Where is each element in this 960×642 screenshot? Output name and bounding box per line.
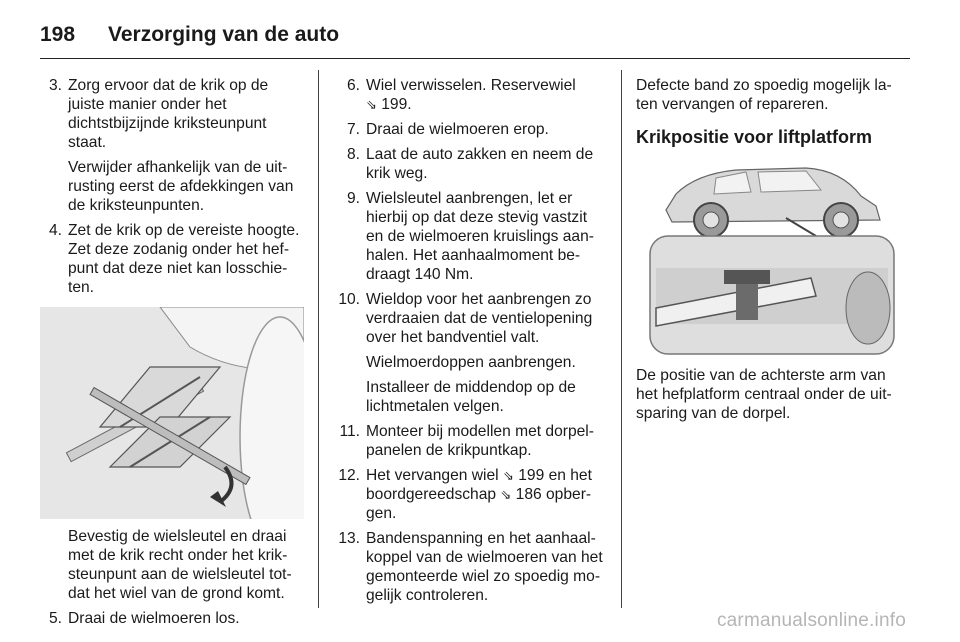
step-text: Draai de wielmoeren erop. [366,121,549,138]
step-subtext: Wielmoerdoppen aanbrengen. [366,354,576,371]
step-7 [330,120,608,139]
step-number: 10. [338,291,360,308]
page-ref-arrow-icon: ⇘ [500,487,512,502]
page-ref[interactable]: 199. [381,96,412,113]
step-text: Draai de wielmoeren los. [68,610,240,627]
step-text: Wieldop voor het aanbrengen zo verdraaien dat de ventielopening over het bandventiel valt. [366,291,593,346]
step-number: 4. [48,222,62,239]
jack-drawing [40,307,304,519]
watermark: carmanualsonline.info [716,610,906,631]
page-ref[interactable]: 186 opber-gen. [366,486,592,522]
step-subtext: Verwijder afhankelijk van de uit-rusting eerst de afdekkingen van de kriksteunpunten. [68,159,294,214]
jack-illustration [40,307,304,519]
step-number: 12. [338,467,360,484]
jack-instruction: Bevestig de wielsleutel en draai met de krik recht onder het krik-steunpunt aan de wielsleutel tot-dat het wiel van de grond komt. [68,528,292,602]
step-12 [330,466,608,523]
page-number: 198 [40,23,76,46]
figure-caption: De positie van de achterste arm van het hefplatform centraal onder de uit-sparing van de dorpel. [636,367,892,422]
step-4 [40,221,304,297]
page-ref[interactable]: 199 en het boordgereedschap [366,467,592,503]
step-number: 8. [346,146,360,163]
page-title: Verzorging van de auto [108,23,340,46]
step-8 [330,145,608,183]
step-number: 5. [48,610,62,627]
lift-platform-illustration [636,158,908,356]
page-header [40,12,910,59]
step-number: 9. [346,190,360,207]
page-ref-arrow-icon: ⇘ [366,97,377,112]
step-number: 3. [48,77,62,94]
step-text: Het vervangen wiel [366,467,499,484]
step-subtext: Installeer de middendop op de lichtmetalen velgen. [366,379,576,415]
step-text: Zorg ervoor dat de krik op de juiste manier onder het dichtstbijzijnde kriksteunpunt staat. [68,77,269,151]
step-text: Laat de auto zakken en neem de krik weg. [366,146,594,182]
column-divider [318,70,319,608]
car-lift-drawing [636,158,908,356]
step-number: 6. [346,77,360,94]
step-text: Zet de krik op de vereiste hoogte. Zet deze zodanig onder het hef-punt dat deze niet kan losschie-ten. [68,222,300,296]
column-3 [636,76,908,429]
step-text: Wiel verwisselen. Reservewiel [366,77,576,94]
column-2 [330,76,608,611]
step-text: Bandenspanning en het aanhaal-koppel van de wielmoeren van het gemonteerde wiel zo spoedig mo-gelijk controleren. [366,530,603,604]
step-number: 7. [346,121,360,138]
step-number: 11. [339,423,360,440]
column-divider [621,70,622,608]
step-text: Wielsleutel aanbrengen, let er hierbij op dat deze stevig vastzit en de wielmoeren kruislings aan-halen. Het aanhaalmoment be-draagt 140 Nm. [366,190,594,283]
step-3 [40,76,304,215]
step-13 [330,529,608,605]
step-number: 13. [338,530,360,547]
step-9 [330,189,608,284]
page-ref-arrow-icon: ⇘ [502,468,514,483]
step-6 [330,76,608,114]
section-heading: Krikpositie voor liftplatform [636,127,873,147]
step-5 [40,609,304,628]
column-1 [40,76,304,634]
intro-text: Defecte band zo spoedig mogelijk la-ten vervangen of repareren. [636,77,892,113]
step-10 [330,290,608,416]
step-11 [330,422,608,460]
step-text: Monteer bij modellen met dorpel-panelen de krikpuntkap. [366,423,594,459]
